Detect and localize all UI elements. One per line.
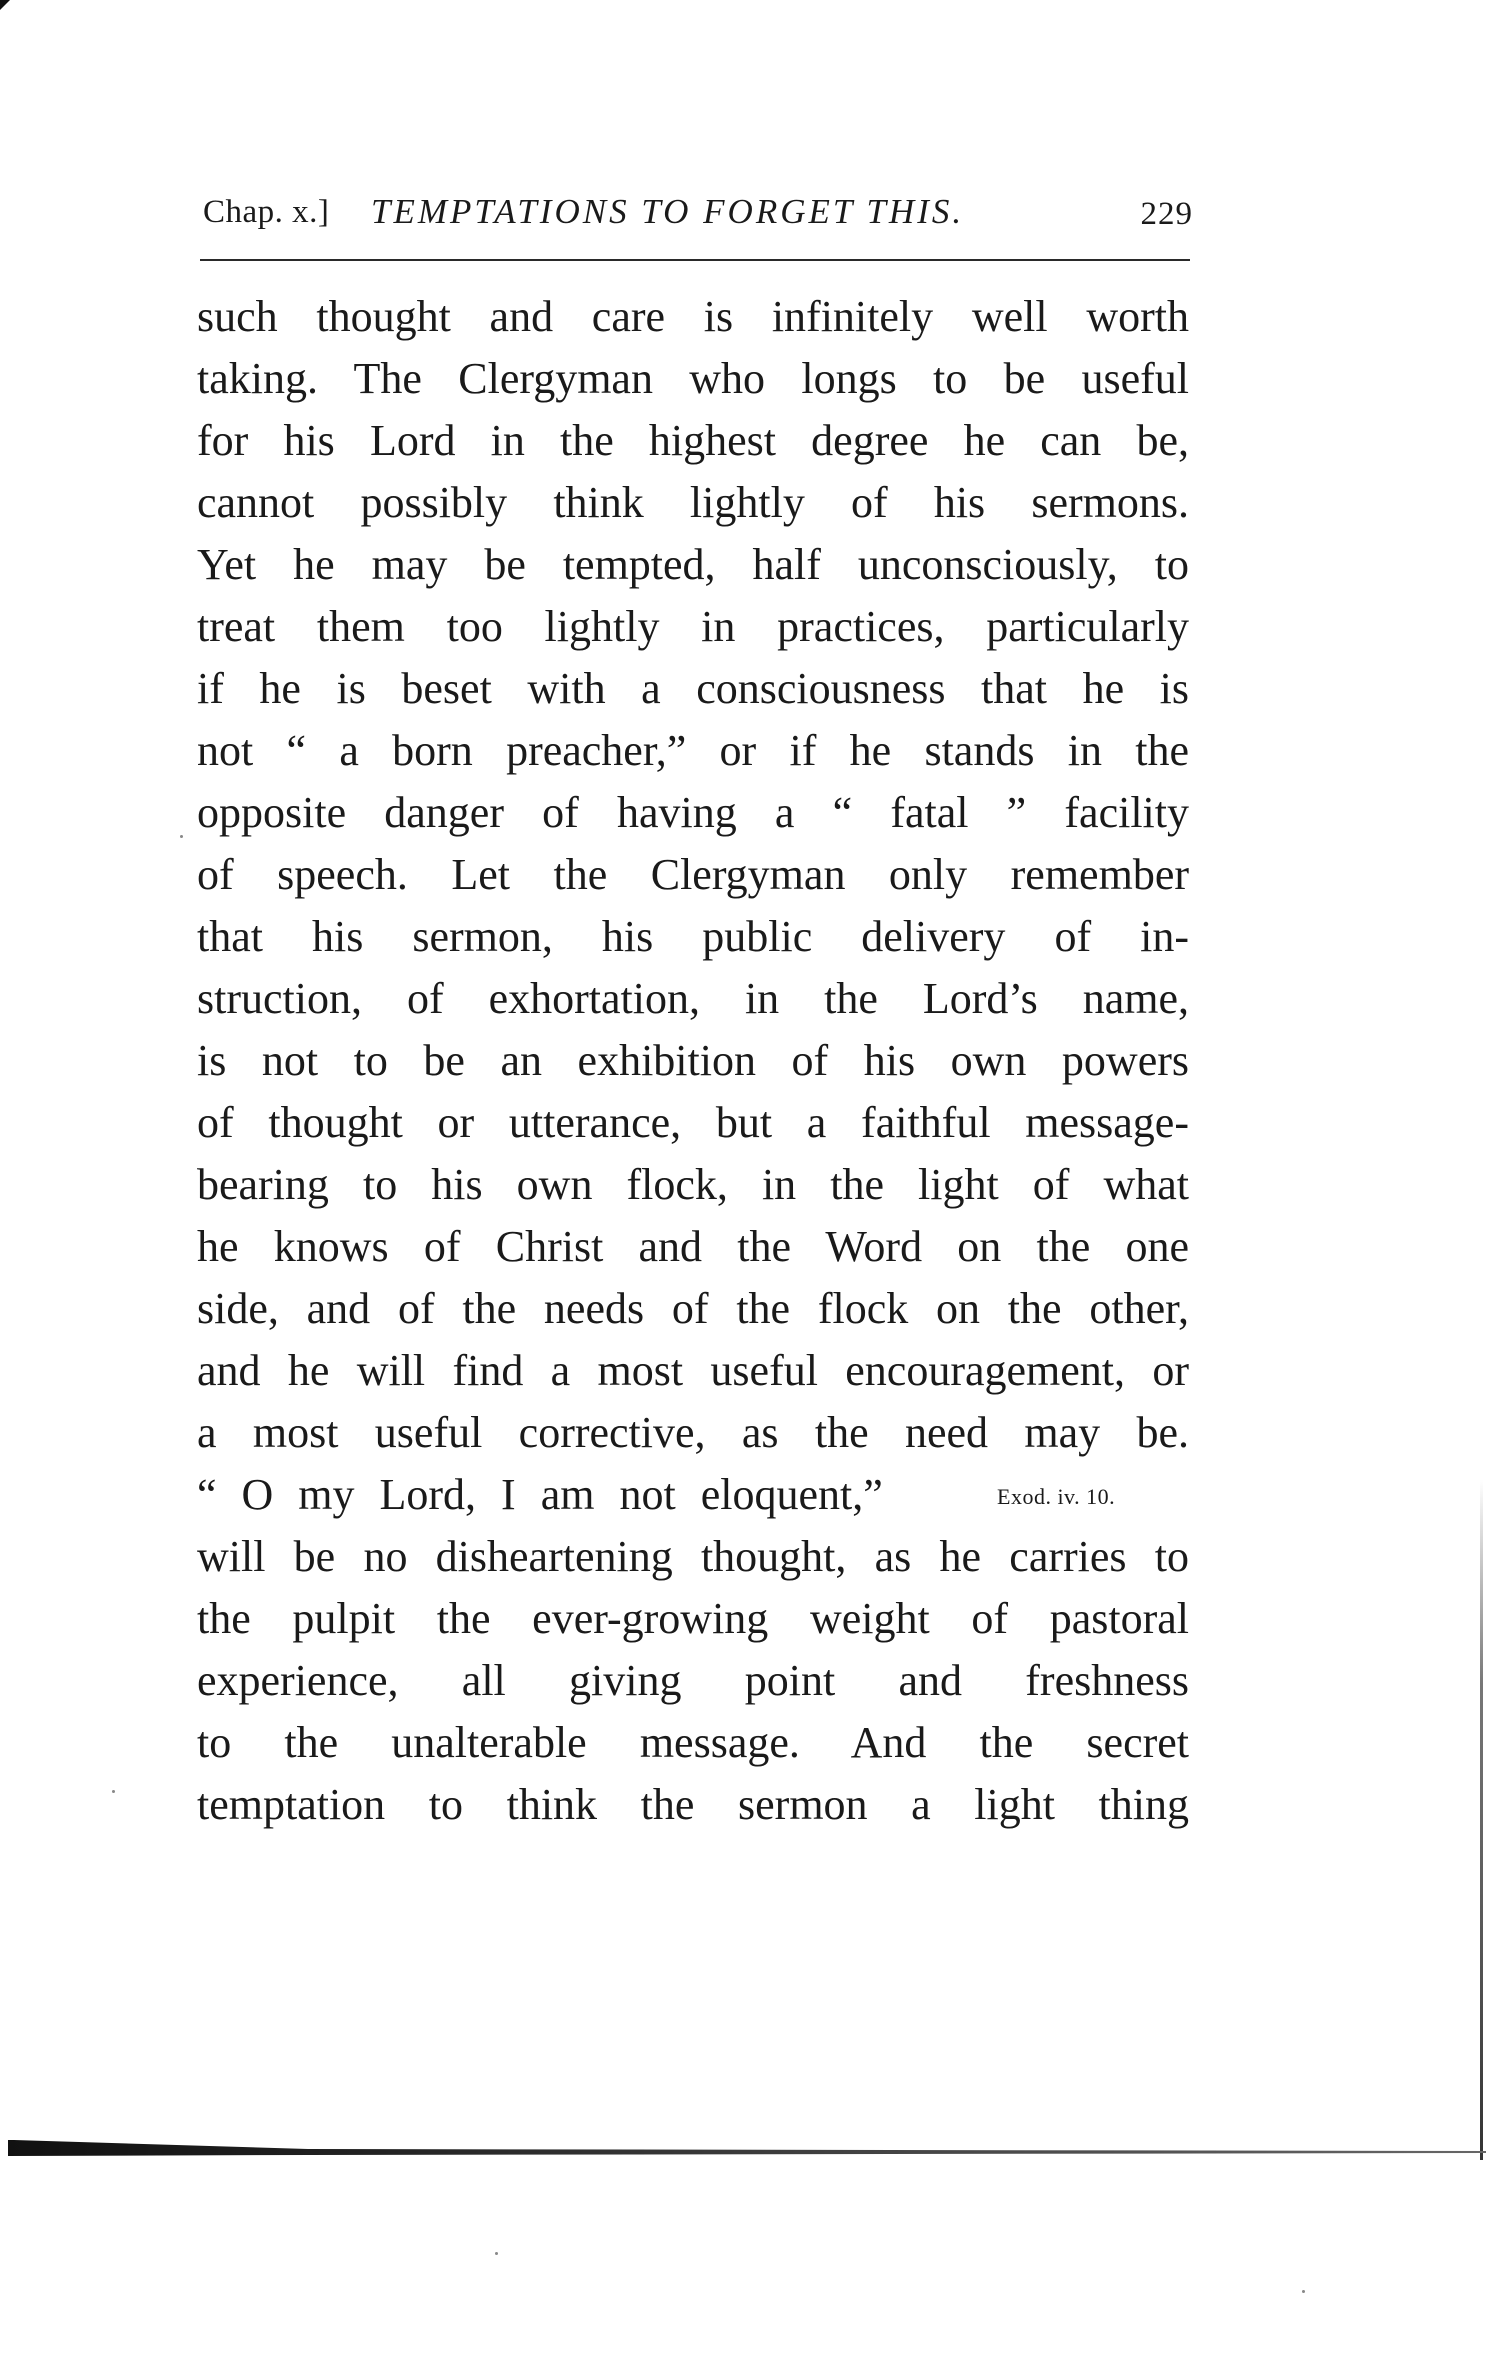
text-line: side, and of the needs of the flock on the other, — [197, 1284, 1189, 1333]
text-line: treat them too lightly in practices, particularly — [197, 602, 1189, 651]
text-line: will be no disheartening thought, as he carries to — [197, 1532, 1189, 1581]
text-line: to the unalterable message. And the secret — [197, 1718, 1189, 1767]
text-line: not “ a born preacher,” or if he stands in the — [197, 726, 1189, 775]
scan-bottom-edge — [8, 2140, 1486, 2156]
body-text — [197, 286, 1189, 1836]
text-line: he knows of Christ and the Word on the one — [197, 1222, 1189, 1271]
text-line: if he is beset with a consciousness that he is — [197, 664, 1189, 713]
scan-speck — [495, 2252, 498, 2255]
text-line: experience, all giving point and freshness — [197, 1656, 1189, 1705]
scan-speck — [180, 835, 183, 838]
margin-note-reference: Exod. iv. 10. — [997, 1484, 1116, 1509]
text-line: opposite danger of having a “ fatal ” facility — [197, 788, 1189, 837]
text-line: struction, of exhortation, in the Lord’s name, — [197, 974, 1189, 1023]
header-rule — [200, 259, 1190, 261]
scan-corner-mark — [0, 0, 10, 10]
text-line: of thought or utterance, but a faithful message- — [197, 1098, 1189, 1147]
page-number: 229 — [1140, 196, 1193, 232]
text-line: a most useful corrective, as the need may be. — [197, 1408, 1189, 1457]
text-line: such thought and care is infinitely well worth — [197, 292, 1189, 341]
running-title: TEMPTATIONS TO FORGET THIS. — [371, 192, 965, 231]
text-line: taking. The Clergyman who longs to be useful — [197, 354, 1189, 403]
text-line-quote: “ O my Lord, I am not eloquent,” — [197, 1470, 883, 1519]
text-line: and he will find a most useful encouragement, or — [197, 1346, 1189, 1395]
text-line-with-margin-note — [197, 1464, 1189, 1526]
text-line: is not to be an exhibition of his own powers — [197, 1036, 1189, 1085]
text-line: cannot possibly think lightly of his sermons. — [197, 478, 1189, 527]
text-line: that his sermon, his public delivery of in- — [197, 912, 1189, 961]
text-line: the pulpit the ever-growing weight of pastoral — [197, 1594, 1189, 1643]
text-line: Yet he may be tempted, half unconsciously, to — [197, 540, 1189, 589]
text-line: bearing to his own flock, in the light of what — [197, 1160, 1189, 1209]
chapter-label: Chap. x.] — [203, 194, 330, 230]
scan-speck — [1302, 2290, 1305, 2293]
scan-right-edge — [1480, 1480, 1483, 2160]
text-line: for his Lord in the highest degree he can be, — [197, 416, 1189, 465]
text-line: temptation to think the sermon a light thing — [197, 1780, 1189, 1829]
scan-speck — [112, 1790, 115, 1793]
running-head — [203, 186, 1193, 242]
text-line: of speech. Let the Clergyman only remember — [197, 850, 1189, 899]
